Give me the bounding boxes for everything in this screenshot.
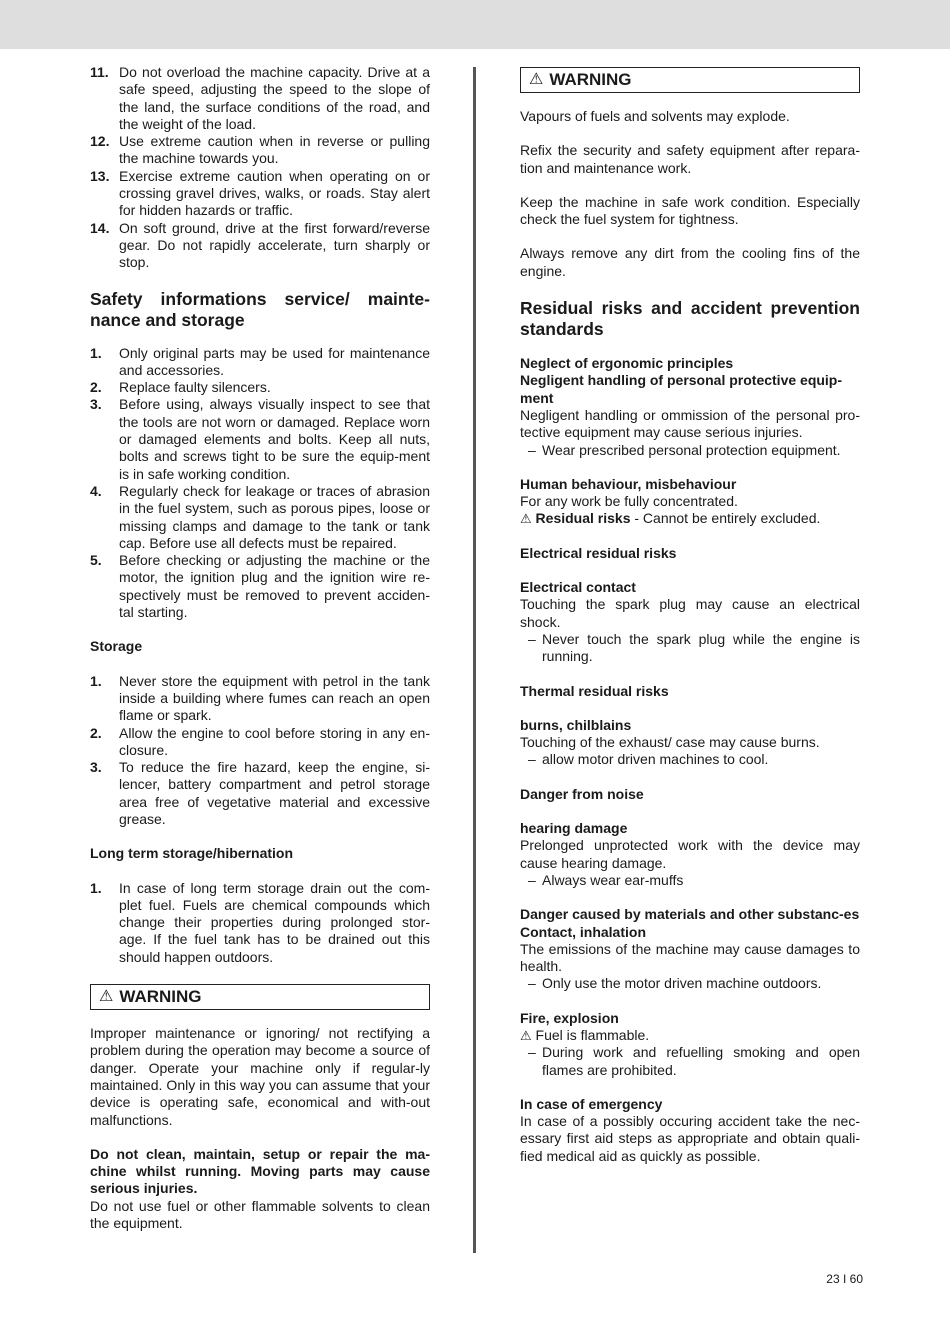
subheading: Danger from noise <box>520 785 644 802</box>
subheading: Thermal residual risks <box>520 682 669 699</box>
fire-note: ⚠ Fuel is flammable. <box>520 1026 650 1043</box>
subheading: Fire, explosion <box>520 1009 619 1026</box>
subheading: Danger caused by materials and other substanc-es <box>520 906 860 923</box>
right-column <box>520 67 860 1165</box>
paragraph: Vapours of fuels and solvents may explode. <box>520 108 790 124</box>
warning-box <box>90 984 430 1010</box>
list-item: 1. In case of long term storage drain out the com-plet fuel. Fuels are chemical compounds which change their properties during prolonged stor-age. If the fuel tank has to be drained out this should happen outdoors. <box>90 879 430 965</box>
dash-item: – Wear prescribed personal protection equipment. <box>528 441 841 458</box>
column-divider <box>473 67 476 1253</box>
list-item: 3. To reduce the fire hazard, keep the engine, si-lencer, battery compartment and petrol storage area free of vegetative material and excessive grease. <box>90 759 430 827</box>
section-heading-residual-risks: Residual risks and accident prevention standards <box>520 298 860 340</box>
list-item: 13. Exercise extreme caution when operating on or crossing gravel drives, walks, or roads. Stay alert for hidden hazards or traffic. <box>90 167 430 219</box>
dash-item: – Never touch the spark plug while the engine is running. <box>528 630 860 665</box>
operation-rules-list <box>90 64 430 272</box>
cleaning-paragraph: Do not use fuel or other flammable solvents to clean the equipment. <box>90 1197 430 1232</box>
list-item: 4. Regularly check for leakage or traces of abrasion in the fuel system, such as porous pipes, loose or missing clamps and damage to the tank or tank cap. Before use all defects must be repaired. <box>90 482 430 551</box>
bold-caution-paragraph: Do not clean, maintain, setup or repair the ma-chine whilst running. Moving parts may cause serious injuries. <box>90 1145 430 1197</box>
warning-triangle-icon: ⚠ <box>520 1027 532 1043</box>
warning-triangle-icon: ⚠ <box>520 511 532 527</box>
subheading: Human behaviour, misbehaviour <box>520 475 737 492</box>
residual-risk-note: ⚠ Residual risks - Cannot be entirely excluded. <box>520 510 821 527</box>
warning-label: WARNING <box>549 70 632 90</box>
warning-triangle-icon: ⚠ <box>529 71 544 89</box>
subheading: hearing damage <box>520 820 628 837</box>
subheading: Electrical contact <box>520 579 636 596</box>
paragraph: Keep the machine in safe work condition. Especially check the fuel system for tightness. <box>520 193 860 228</box>
subheading: Contact, inhalation <box>520 923 646 940</box>
list-item: 2. Allow the engine to cool before storing in any en-closure. <box>90 724 430 758</box>
dash-item: – allow motor driven machines to cool. <box>528 751 769 768</box>
subheading: In case of emergency <box>520 1095 663 1112</box>
warning-label: WARNING <box>119 987 202 1007</box>
list-item: 14. On soft ground, drive at the first forward/reverse gear. Do not rapidly accelerate, turn sharply or stop. <box>90 219 430 271</box>
maintenance-list <box>90 345 430 622</box>
warning-triangle-icon: ⚠ <box>99 988 114 1006</box>
list-item: 1. Only original parts may be used for maintenance and accessories. <box>90 344 430 378</box>
subheading: Neglect of ergonomic principles <box>520 355 734 372</box>
subheading: Electrical residual risks <box>520 544 677 561</box>
list-item: 12. Use extreme caution when in reverse or pulling the machine towards you. <box>90 133 430 167</box>
paragraph: Negligent handling or ommission of the personal pro-tective equipment may cause serious injuries. <box>520 406 860 441</box>
subheading: Negligent handling of personal protective equip-ment <box>520 372 843 406</box>
paragraph: Prelonged unprotected work with the device may cause hearing damage. <box>520 837 860 871</box>
long-term-storage-heading: Long term storage/hibernation <box>90 845 294 862</box>
top-header-band <box>0 0 950 49</box>
dash-item: – Always wear ear-muffs <box>528 871 684 888</box>
section-heading-maintenance: Safety informations service/ mainte-nance and storage <box>90 288 430 330</box>
list-item: 3. Before using, always visually inspect to see that the tools are not worn or damaged. Replace worn or damaged elements and bolts. Keep all nuts, bolts and screws tight to be sure the equip-ment is in safe working condition. <box>90 396 430 482</box>
left-column <box>90 64 430 1232</box>
storage-heading: Storage <box>90 638 143 655</box>
long-term-storage-list <box>90 880 430 966</box>
list-item: 11. Do not overload the machine capacity. Drive at a safe speed, adjusting the speed to the slope of the land, the surface conditions of the road, and the weight of the load. <box>90 64 430 132</box>
warning-text: Improper maintenance or ignoring/ not rectifying a problem during the operation may become a source of danger. Operate your machine only if regular-ly maintained. Only in this way you can assume that your device is operating safe, economical and with-out malfunctions. <box>90 1025 430 1128</box>
page-number: 23 I 60 <box>826 1272 863 1286</box>
paragraph: Touching the spark plug may cause an electrical shock. <box>520 596 860 630</box>
dash-item: – Only use the motor driven machine outdoors. <box>528 975 822 992</box>
paragraph: Touching of the exhaust/ case may cause burns. <box>520 734 820 751</box>
paragraph: Refix the security and safety equipment after repara-tion and maintenance work. <box>520 142 860 176</box>
dash-item: – During work and refuelling smoking and open flames are prohibited. <box>528 1044 860 1078</box>
list-item: 2. Replace faulty silencers. <box>90 379 271 396</box>
paragraph: Always remove any dirt from the cooling fins of the engine. <box>520 245 860 279</box>
storage-list <box>90 673 430 829</box>
list-item: 1. Never store the equipment with petrol in the tank inside a building where fumes can reach an open flame or spark. <box>90 672 430 724</box>
paragraph: In case of a possibly occuring accident take the nec-essary first aid steps as appropriate and obtain quali-fied medical aid as quickly as possible. <box>520 1113 860 1164</box>
list-item: 5. Before checking or adjusting the machine or the motor, the ignition plug and the ignition wire re-spectively must be removed to prevent acciden-tal starting. <box>90 552 430 621</box>
subheading: burns, chilblains <box>520 716 632 733</box>
warning-box <box>520 67 860 93</box>
paragraph: The emissions of the machine may cause damages to health. <box>520 940 860 975</box>
paragraph: For any work be fully concentrated. <box>520 493 738 510</box>
